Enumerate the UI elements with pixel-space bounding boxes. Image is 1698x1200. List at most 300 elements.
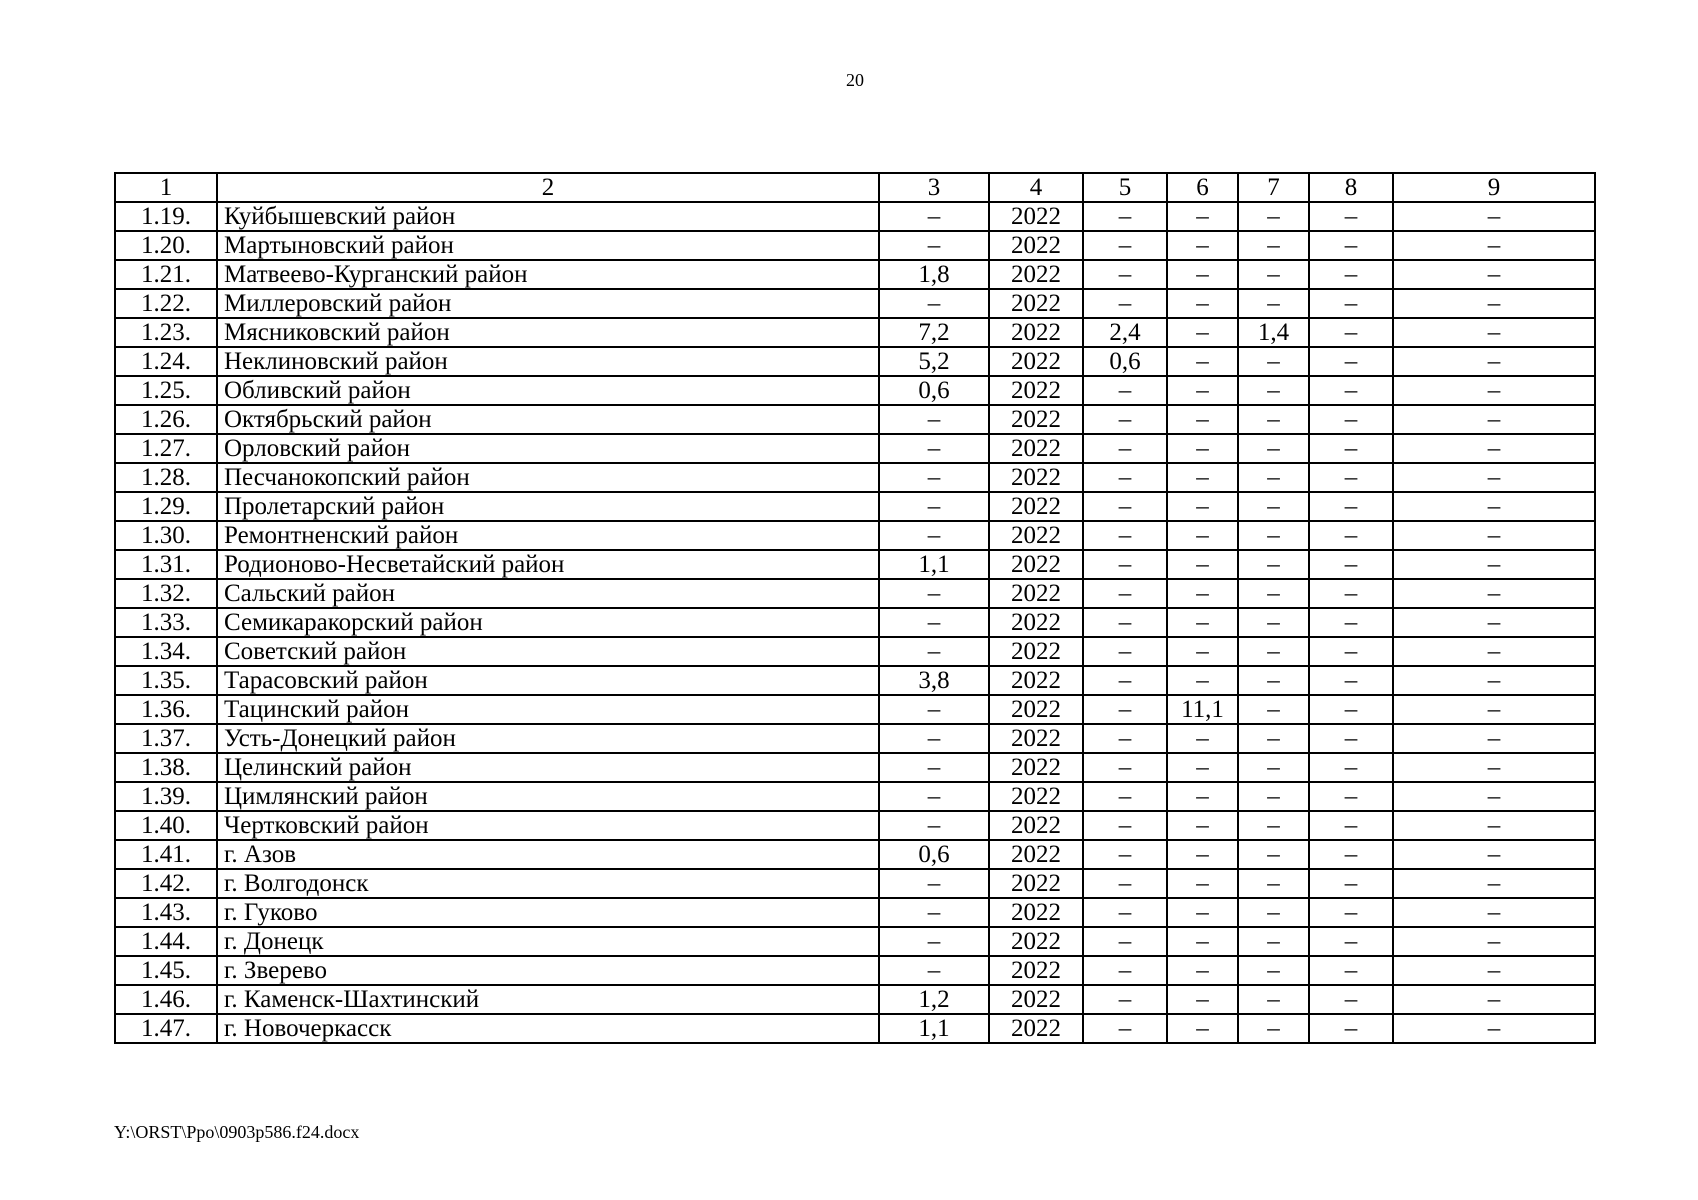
district-name-cell: Чертковский район	[217, 811, 879, 840]
value-cell: –	[1309, 463, 1393, 492]
value-cell: –	[1309, 492, 1393, 521]
table-row	[115, 579, 1595, 608]
district-name-cell: Усть-Донецкий район	[217, 724, 879, 753]
value-cell: –	[1167, 289, 1238, 318]
row-number-cell: 1.26.	[115, 405, 217, 434]
value-cell: –	[1083, 260, 1167, 289]
value-cell: –	[879, 956, 989, 985]
value-cell: –	[1393, 492, 1595, 521]
value-cell: –	[1238, 579, 1309, 608]
row-number-cell: 1.29.	[115, 492, 217, 521]
value-cell: –	[1309, 695, 1393, 724]
value-cell: 2022	[989, 492, 1083, 521]
value-cell: –	[1309, 753, 1393, 782]
district-name-cell: Мясниковский район	[217, 318, 879, 347]
value-cell: 2022	[989, 724, 1083, 753]
value-cell: –	[879, 463, 989, 492]
value-cell: –	[879, 231, 989, 260]
row-number-cell: 1.23.	[115, 318, 217, 347]
value-cell: –	[1238, 260, 1309, 289]
value-cell: –	[1083, 637, 1167, 666]
district-name-cell: г. Новочеркасск	[217, 1014, 879, 1043]
value-cell: –	[1238, 405, 1309, 434]
column-header: 1	[115, 173, 217, 202]
value-cell: –	[1309, 666, 1393, 695]
value-cell: –	[1167, 956, 1238, 985]
value-cell: –	[1167, 463, 1238, 492]
value-cell: 2022	[989, 956, 1083, 985]
value-cell: –	[879, 637, 989, 666]
value-cell: –	[1083, 434, 1167, 463]
district-name-cell: Целинский район	[217, 753, 879, 782]
value-cell: 2022	[989, 405, 1083, 434]
column-header: 2	[217, 173, 879, 202]
value-cell: –	[1309, 579, 1393, 608]
value-cell: 2022	[989, 376, 1083, 405]
value-cell: 2022	[989, 260, 1083, 289]
district-name-cell: г. Зверево	[217, 956, 879, 985]
value-cell: –	[1393, 550, 1595, 579]
value-cell: 1,1	[879, 1014, 989, 1043]
value-cell: –	[1238, 463, 1309, 492]
value-cell: –	[1238, 782, 1309, 811]
value-cell: –	[1167, 434, 1238, 463]
table-row	[115, 202, 1595, 231]
row-number-cell: 1.24.	[115, 347, 217, 376]
value-cell: 2022	[989, 1014, 1083, 1043]
value-cell: –	[1167, 898, 1238, 927]
row-number-cell: 1.45.	[115, 956, 217, 985]
value-cell: –	[1238, 231, 1309, 260]
value-cell: –	[1393, 231, 1595, 260]
row-number-cell: 1.46.	[115, 985, 217, 1014]
value-cell: –	[879, 753, 989, 782]
value-cell: –	[1167, 579, 1238, 608]
value-cell: –	[1309, 637, 1393, 666]
value-cell: –	[1309, 376, 1393, 405]
value-cell: –	[1167, 550, 1238, 579]
row-number-cell: 1.28.	[115, 463, 217, 492]
value-cell: 2022	[989, 811, 1083, 840]
district-name-cell: Песчанокопский район	[217, 463, 879, 492]
row-number-cell: 1.44.	[115, 927, 217, 956]
row-number-cell: 1.33.	[115, 608, 217, 637]
table-row	[115, 608, 1595, 637]
value-cell: –	[1393, 869, 1595, 898]
value-cell: –	[879, 695, 989, 724]
value-cell: –	[1083, 840, 1167, 869]
value-cell: –	[1309, 260, 1393, 289]
column-header: 6	[1167, 173, 1238, 202]
value-cell: –	[1238, 347, 1309, 376]
value-cell: –	[879, 782, 989, 811]
district-name-cell: Пролетарский район	[217, 492, 879, 521]
value-cell: –	[1393, 927, 1595, 956]
value-cell: –	[1309, 724, 1393, 753]
value-cell: 2022	[989, 318, 1083, 347]
value-cell: –	[1083, 1014, 1167, 1043]
value-cell: –	[1167, 521, 1238, 550]
value-cell: –	[879, 811, 989, 840]
row-number-cell: 1.30.	[115, 521, 217, 550]
district-name-cell: Советский район	[217, 637, 879, 666]
table-row	[115, 724, 1595, 753]
value-cell: –	[1167, 202, 1238, 231]
value-cell: 2022	[989, 753, 1083, 782]
value-cell: –	[1393, 347, 1595, 376]
value-cell: –	[1393, 724, 1595, 753]
value-cell: –	[1167, 1014, 1238, 1043]
value-cell: –	[879, 521, 989, 550]
value-cell: –	[1083, 811, 1167, 840]
value-cell: –	[1238, 434, 1309, 463]
value-cell: –	[1167, 608, 1238, 637]
value-cell: –	[1238, 956, 1309, 985]
value-cell: 7,2	[879, 318, 989, 347]
table-row	[115, 521, 1595, 550]
value-cell: –	[1167, 260, 1238, 289]
row-number-cell: 1.32.	[115, 579, 217, 608]
value-cell: –	[1238, 695, 1309, 724]
table-row	[115, 782, 1595, 811]
value-cell: –	[1238, 521, 1309, 550]
value-cell: –	[1393, 695, 1595, 724]
district-name-cell: г. Гуково	[217, 898, 879, 927]
value-cell: 2022	[989, 608, 1083, 637]
value-cell: –	[1167, 724, 1238, 753]
value-cell: 2022	[989, 869, 1083, 898]
value-cell: –	[1167, 231, 1238, 260]
value-cell: –	[1393, 782, 1595, 811]
district-name-cell: Куйбышевский район	[217, 202, 879, 231]
value-cell: –	[1393, 1014, 1595, 1043]
value-cell: –	[1083, 463, 1167, 492]
district-name-cell: Тарасовский район	[217, 666, 879, 695]
column-header: 4	[989, 173, 1083, 202]
table-row	[115, 956, 1595, 985]
value-cell: –	[1083, 695, 1167, 724]
value-cell: 2022	[989, 579, 1083, 608]
table-row	[115, 376, 1595, 405]
table-row	[115, 753, 1595, 782]
district-name-cell: Мартыновский район	[217, 231, 879, 260]
value-cell: –	[1393, 202, 1595, 231]
value-cell: –	[1083, 782, 1167, 811]
column-header: 8	[1309, 173, 1393, 202]
value-cell: –	[1238, 1014, 1309, 1043]
value-cell: 2022	[989, 202, 1083, 231]
district-name-cell: Матвеево-Курганский район	[217, 260, 879, 289]
table-row	[115, 318, 1595, 347]
value-cell: 2022	[989, 840, 1083, 869]
value-cell: –	[1309, 927, 1393, 956]
row-number-cell: 1.38.	[115, 753, 217, 782]
value-cell: –	[1083, 898, 1167, 927]
value-cell: –	[1083, 724, 1167, 753]
table-row	[115, 492, 1595, 521]
value-cell: 2022	[989, 347, 1083, 376]
value-cell: 2022	[989, 637, 1083, 666]
value-cell: –	[1238, 376, 1309, 405]
value-cell: 1,2	[879, 985, 989, 1014]
value-cell: –	[1309, 956, 1393, 985]
value-cell: –	[1309, 840, 1393, 869]
value-cell: –	[1309, 985, 1393, 1014]
value-cell: –	[1309, 318, 1393, 347]
row-number-cell: 1.25.	[115, 376, 217, 405]
value-cell: 0,6	[1083, 347, 1167, 376]
value-cell: 5,2	[879, 347, 989, 376]
value-cell: –	[1083, 521, 1167, 550]
value-cell: –	[879, 202, 989, 231]
value-cell: –	[1309, 811, 1393, 840]
value-cell: 2022	[989, 898, 1083, 927]
value-cell: 2,4	[1083, 318, 1167, 347]
value-cell: –	[879, 405, 989, 434]
district-name-cell: Родионово-Несветайский район	[217, 550, 879, 579]
row-number-cell: 1.21.	[115, 260, 217, 289]
district-name-cell: Тацинский район	[217, 695, 879, 724]
table-row	[115, 898, 1595, 927]
district-name-cell: г. Каменск-Шахтинский	[217, 985, 879, 1014]
table-row	[115, 405, 1595, 434]
row-number-cell: 1.20.	[115, 231, 217, 260]
value-cell: –	[1393, 608, 1595, 637]
value-cell: –	[1167, 318, 1238, 347]
row-number-cell: 1.31.	[115, 550, 217, 579]
district-name-cell: Сальский район	[217, 579, 879, 608]
value-cell: –	[1083, 202, 1167, 231]
value-cell: –	[1167, 492, 1238, 521]
value-cell: –	[1167, 637, 1238, 666]
table-row	[115, 927, 1595, 956]
district-name-cell: Орловский район	[217, 434, 879, 463]
value-cell: –	[1238, 898, 1309, 927]
row-number-cell: 1.41.	[115, 840, 217, 869]
value-cell: –	[1393, 637, 1595, 666]
row-number-cell: 1.40.	[115, 811, 217, 840]
value-cell: –	[1167, 811, 1238, 840]
table-row	[115, 637, 1595, 666]
value-cell: –	[1167, 753, 1238, 782]
row-number-cell: 1.39.	[115, 782, 217, 811]
value-cell: –	[1167, 840, 1238, 869]
value-cell: –	[1167, 869, 1238, 898]
row-number-cell: 1.42.	[115, 869, 217, 898]
row-number-cell: 1.36.	[115, 695, 217, 724]
row-number-cell: 1.35.	[115, 666, 217, 695]
header-row	[115, 173, 1595, 202]
value-cell: –	[1083, 405, 1167, 434]
value-cell: –	[1083, 985, 1167, 1014]
value-cell: –	[1238, 637, 1309, 666]
value-cell: –	[1393, 985, 1595, 1014]
value-cell: –	[1238, 492, 1309, 521]
table-row	[115, 666, 1595, 695]
value-cell: –	[1393, 753, 1595, 782]
row-number-cell: 1.43.	[115, 898, 217, 927]
table-row	[115, 347, 1595, 376]
column-header: 3	[879, 173, 989, 202]
table-row	[115, 231, 1595, 260]
district-name-cell: г. Азов	[217, 840, 879, 869]
value-cell: –	[1238, 753, 1309, 782]
value-cell: –	[1167, 666, 1238, 695]
value-cell: –	[1167, 347, 1238, 376]
value-cell: –	[1083, 666, 1167, 695]
value-cell: –	[1309, 521, 1393, 550]
value-cell: –	[879, 289, 989, 318]
district-name-cell: Семикаракорский район	[217, 608, 879, 637]
value-cell: –	[1393, 405, 1595, 434]
value-cell: –	[1393, 289, 1595, 318]
value-cell: –	[1393, 260, 1595, 289]
district-name-cell: Октябрьский район	[217, 405, 879, 434]
value-cell: –	[1393, 840, 1595, 869]
row-number-cell: 1.19.	[115, 202, 217, 231]
value-cell: –	[879, 434, 989, 463]
value-cell: 2022	[989, 666, 1083, 695]
district-name-cell: Неклиновский район	[217, 347, 879, 376]
column-header: 7	[1238, 173, 1309, 202]
value-cell: –	[1309, 608, 1393, 637]
value-cell: 3,8	[879, 666, 989, 695]
table-row	[115, 840, 1595, 869]
value-cell: 1,1	[879, 550, 989, 579]
page-number: 20	[846, 70, 864, 90]
table-row	[115, 869, 1595, 898]
value-cell: –	[1083, 231, 1167, 260]
value-cell: –	[1309, 405, 1393, 434]
value-cell: 2022	[989, 521, 1083, 550]
table-row	[115, 985, 1595, 1014]
value-cell: –	[1167, 927, 1238, 956]
value-cell: 0,6	[879, 376, 989, 405]
value-cell: 2022	[989, 782, 1083, 811]
value-cell: –	[1309, 898, 1393, 927]
value-cell: –	[1238, 608, 1309, 637]
value-cell: –	[1238, 927, 1309, 956]
value-cell: –	[1309, 289, 1393, 318]
value-cell: –	[1238, 724, 1309, 753]
value-cell: –	[1309, 1014, 1393, 1043]
value-cell: –	[1238, 550, 1309, 579]
table-row	[115, 695, 1595, 724]
value-cell: 2022	[989, 231, 1083, 260]
table-row	[115, 289, 1595, 318]
value-cell: –	[1083, 753, 1167, 782]
district-name-cell: г. Донецк	[217, 927, 879, 956]
value-cell: –	[1167, 782, 1238, 811]
value-cell: 2022	[989, 550, 1083, 579]
value-cell: –	[1238, 985, 1309, 1014]
value-cell: –	[1083, 869, 1167, 898]
value-cell: –	[1167, 985, 1238, 1014]
value-cell: –	[1083, 492, 1167, 521]
value-cell: 0,6	[879, 840, 989, 869]
value-cell: 2022	[989, 695, 1083, 724]
value-cell: –	[1238, 202, 1309, 231]
value-cell: –	[1083, 579, 1167, 608]
value-cell: –	[879, 927, 989, 956]
value-cell: –	[1309, 869, 1393, 898]
row-number-cell: 1.37.	[115, 724, 217, 753]
value-cell: –	[1309, 347, 1393, 376]
table-row	[115, 811, 1595, 840]
column-header: 9	[1393, 173, 1595, 202]
value-cell: –	[879, 869, 989, 898]
value-cell: 2022	[989, 927, 1083, 956]
value-cell: 1,4	[1238, 318, 1309, 347]
value-cell: 2022	[989, 463, 1083, 492]
value-cell: –	[1393, 666, 1595, 695]
value-cell: –	[1393, 811, 1595, 840]
value-cell: 2022	[989, 289, 1083, 318]
value-cell: –	[1083, 376, 1167, 405]
district-name-cell: Ремонтненский район	[217, 521, 879, 550]
value-cell: –	[1393, 434, 1595, 463]
row-number-cell: 1.47.	[115, 1014, 217, 1043]
footer-file-path: Y:\ORST\Ppo\0903p586.f24.docx	[114, 1122, 360, 1142]
value-cell: –	[1393, 376, 1595, 405]
district-name-cell: Обливский район	[217, 376, 879, 405]
value-cell: –	[1393, 898, 1595, 927]
value-cell: –	[1083, 289, 1167, 318]
value-cell: –	[1167, 405, 1238, 434]
data-table	[114, 172, 1596, 1044]
row-number-cell: 1.22.	[115, 289, 217, 318]
value-cell: –	[1393, 521, 1595, 550]
row-number-cell: 1.27.	[115, 434, 217, 463]
table-body	[115, 202, 1595, 1043]
value-cell: –	[1309, 231, 1393, 260]
value-cell: 2022	[989, 985, 1083, 1014]
value-cell: –	[1393, 318, 1595, 347]
value-cell: –	[1238, 289, 1309, 318]
value-cell: –	[1309, 550, 1393, 579]
district-name-cell: Цимлянский район	[217, 782, 879, 811]
value-cell: –	[1083, 608, 1167, 637]
value-cell: –	[879, 492, 989, 521]
value-cell: –	[1238, 869, 1309, 898]
value-cell: –	[1309, 782, 1393, 811]
value-cell: –	[1167, 376, 1238, 405]
value-cell: –	[1238, 811, 1309, 840]
value-cell: –	[1083, 927, 1167, 956]
value-cell: –	[879, 579, 989, 608]
table-row	[115, 550, 1595, 579]
table-row	[115, 434, 1595, 463]
value-cell: –	[879, 898, 989, 927]
value-cell: –	[1083, 550, 1167, 579]
value-cell: 2022	[989, 434, 1083, 463]
value-cell: –	[1309, 202, 1393, 231]
value-cell: –	[1393, 956, 1595, 985]
value-cell: 1,8	[879, 260, 989, 289]
row-number-cell: 1.34.	[115, 637, 217, 666]
value-cell: –	[1238, 666, 1309, 695]
value-cell: –	[879, 724, 989, 753]
value-cell: –	[1309, 434, 1393, 463]
value-cell: –	[1393, 463, 1595, 492]
value-cell: 11,1	[1167, 695, 1238, 724]
table-row	[115, 1014, 1595, 1043]
district-name-cell: г. Волгодонск	[217, 869, 879, 898]
value-cell: –	[879, 608, 989, 637]
value-cell: –	[1083, 956, 1167, 985]
table-row	[115, 260, 1595, 289]
value-cell: –	[1238, 840, 1309, 869]
